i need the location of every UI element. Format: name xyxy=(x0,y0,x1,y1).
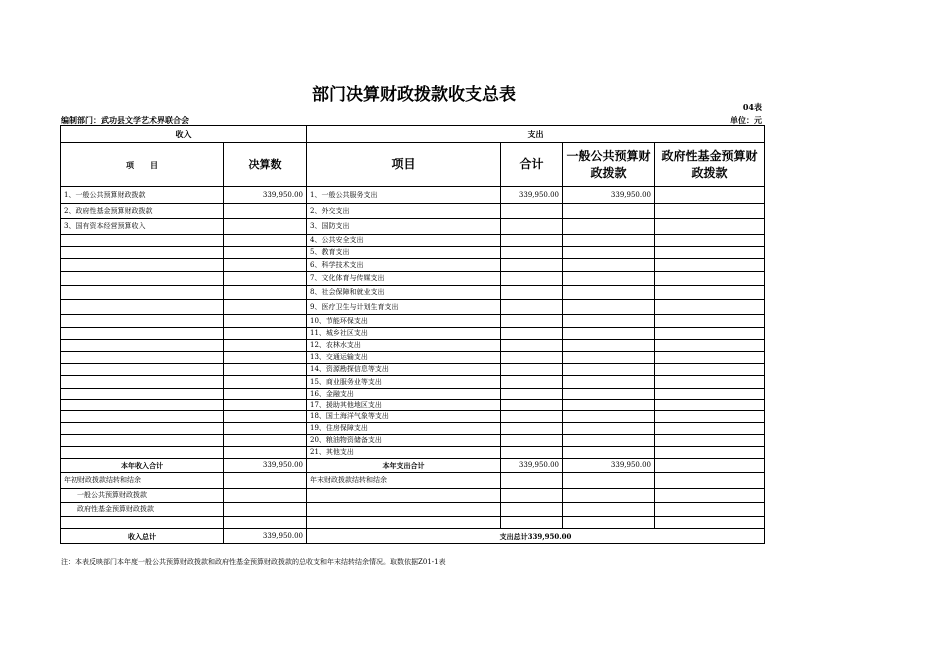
expense-item-cell: 21、其他支出 xyxy=(307,447,501,459)
table-row xyxy=(61,204,765,219)
table-row xyxy=(61,235,765,247)
expense-total-cell xyxy=(501,352,563,364)
end-balance-label: 年末财政拨款结转和结余 xyxy=(307,473,501,489)
gov-fund-cell xyxy=(655,389,765,400)
expense-item-cell: 14、资源勘探信息等支出 xyxy=(307,364,501,376)
general-budget-header: 一般公共预算财政拨款 xyxy=(563,143,655,187)
gov-fund-cell xyxy=(655,272,765,286)
table-row xyxy=(61,529,765,544)
expense-total-cell xyxy=(501,328,563,340)
expense-total-cell xyxy=(501,272,563,286)
expense-header: 支出 xyxy=(307,126,765,143)
income-item-cell xyxy=(61,411,224,423)
income-amount-cell xyxy=(224,352,307,364)
table-row xyxy=(61,315,765,328)
expense-total-cell xyxy=(501,315,563,328)
income-item-cell xyxy=(61,235,224,247)
general-budget-cell xyxy=(563,259,655,272)
total-header: 合计 xyxy=(501,143,563,187)
expense-item-cell: 7、文化体育与传媒支出 xyxy=(307,272,501,286)
expense-total-cell xyxy=(501,235,563,247)
gov-fund-cell xyxy=(655,400,765,411)
general-budget-cell xyxy=(563,247,655,259)
income-item-cell xyxy=(61,259,224,272)
expense-item-cell: 1、一般公共服务支出 xyxy=(307,187,501,204)
table-row xyxy=(61,423,765,435)
begin-general-label: 一般公共预算财政拨款 xyxy=(61,489,224,503)
general-budget-cell xyxy=(563,204,655,219)
table-row xyxy=(61,247,765,259)
expense-item-cell: 16、金融支出 xyxy=(307,389,501,400)
general-budget-cell xyxy=(563,300,655,315)
year-expense-general-value: 339,950.00 xyxy=(563,459,655,473)
expense-total-cell xyxy=(501,389,563,400)
income-amount-cell xyxy=(224,389,307,400)
expense-item-cell: 13、交通运输支出 xyxy=(307,352,501,364)
general-budget-cell xyxy=(563,340,655,352)
expense-total-cell xyxy=(501,204,563,219)
general-budget-cell xyxy=(563,423,655,435)
table-row xyxy=(61,187,765,204)
expense-item-cell: 19、住房保障支出 xyxy=(307,423,501,435)
year-expense-total-value: 339,950.00 xyxy=(501,459,563,473)
blank-cell xyxy=(563,517,655,529)
table-code: 04表 xyxy=(742,102,762,112)
income-amount-cell xyxy=(224,315,307,328)
expense-item-cell: 10、节能环保支出 xyxy=(307,315,501,328)
year-income-total-value: 339,950.00 xyxy=(224,459,307,473)
table-row xyxy=(61,272,765,286)
income-item-cell xyxy=(61,352,224,364)
blank-cell xyxy=(563,489,655,503)
gov-fund-header: 政府性基金预算财政拨款 xyxy=(655,143,765,187)
income-item-cell xyxy=(61,272,224,286)
income-amount-cell xyxy=(224,219,307,235)
begin-general-value xyxy=(224,489,307,503)
blank-cell xyxy=(501,503,563,517)
table-row xyxy=(61,376,765,389)
income-item-cell xyxy=(61,300,224,315)
blank-cell xyxy=(61,517,224,529)
gov-fund-cell xyxy=(655,411,765,423)
income-item-cell xyxy=(61,328,224,340)
table-row xyxy=(61,447,765,459)
income-amount-cell xyxy=(224,235,307,247)
income-amount-cell xyxy=(224,435,307,447)
table-row xyxy=(61,473,765,489)
footnote: 注：本表反映部门本年度一般公共预算财政拨款和政府性基金预算财政拨款的总收支和年末结转结余情况。取数依据Z01-1表 xyxy=(61,558,446,566)
income-amount-cell xyxy=(224,272,307,286)
income-amount-cell xyxy=(224,411,307,423)
expense-item-cell: 5、教育支出 xyxy=(307,247,501,259)
department-label: 编制部门：武功县文学艺术界联合会 xyxy=(61,115,189,125)
table-row xyxy=(61,352,765,364)
begin-fund-value xyxy=(224,503,307,517)
income-amount-cell xyxy=(224,259,307,272)
income-header: 收入 xyxy=(61,126,307,143)
expense-total-cell xyxy=(501,423,563,435)
expense-item-cell: 20、粮油物资储备支出 xyxy=(307,435,501,447)
final-amount-header: 决算数 xyxy=(224,143,307,187)
expense-item-cell: 9、医疗卫生与计划生育支出 xyxy=(307,300,501,315)
income-item-cell xyxy=(61,315,224,328)
gov-fund-cell xyxy=(655,247,765,259)
expense-total-cell xyxy=(501,219,563,235)
gov-fund-cell xyxy=(655,204,765,219)
gov-fund-cell xyxy=(655,328,765,340)
gov-fund-cell xyxy=(655,435,765,447)
general-budget-cell xyxy=(563,447,655,459)
general-budget-cell xyxy=(563,411,655,423)
income-grand-total-label: 收入总计 xyxy=(61,529,224,544)
blank-cell xyxy=(307,503,501,517)
blank-cell xyxy=(307,517,501,529)
gov-fund-cell xyxy=(655,300,765,315)
general-budget-cell xyxy=(563,219,655,235)
blank-cell xyxy=(224,517,307,529)
gov-fund-cell xyxy=(655,447,765,459)
income-amount-cell xyxy=(224,423,307,435)
table-row xyxy=(61,459,765,473)
income-item-cell xyxy=(61,340,224,352)
expense-total-cell xyxy=(501,286,563,300)
blank-cell xyxy=(563,503,655,517)
expense-total-cell xyxy=(501,340,563,352)
income-amount-cell xyxy=(224,286,307,300)
expense-total-cell: 339,950.00 xyxy=(501,187,563,204)
gov-fund-cell xyxy=(655,376,765,389)
gov-fund-cell xyxy=(655,340,765,352)
general-budget-cell xyxy=(563,364,655,376)
expense-total-cell xyxy=(501,400,563,411)
gov-fund-cell xyxy=(655,219,765,235)
page-title: 部门决算财政拨款收支总表 xyxy=(312,85,516,105)
income-amount-cell xyxy=(224,247,307,259)
table-row xyxy=(61,340,765,352)
expense-total-cell xyxy=(501,376,563,389)
year-expense-total-label: 本年支出合计 xyxy=(307,459,501,473)
table-row xyxy=(61,300,765,315)
gov-fund-cell xyxy=(655,259,765,272)
general-budget-cell xyxy=(563,286,655,300)
blank-cell xyxy=(307,489,501,503)
table-row xyxy=(61,364,765,376)
income-item-header: 项 目 xyxy=(61,143,224,187)
expense-item-cell: 8、社会保障和就业支出 xyxy=(307,286,501,300)
income-item-cell xyxy=(61,286,224,300)
income-amount-cell: 339,950.00 xyxy=(224,187,307,204)
expense-grand-total: 支出总计339,950.00 xyxy=(307,529,765,544)
general-budget-cell xyxy=(563,400,655,411)
table-row xyxy=(61,219,765,235)
income-item-cell xyxy=(61,376,224,389)
income-amount-cell xyxy=(224,340,307,352)
expense-total-cell xyxy=(501,435,563,447)
end-balance-fund xyxy=(655,473,765,489)
income-item-cell xyxy=(61,423,224,435)
general-budget-cell xyxy=(563,389,655,400)
blank-cell xyxy=(501,517,563,529)
income-item-cell xyxy=(61,389,224,400)
begin-fund-label: 政府性基金预算财政拨款 xyxy=(61,503,224,517)
expense-item-cell: 15、商业服务业等支出 xyxy=(307,376,501,389)
year-expense-fund-value xyxy=(655,459,765,473)
unit-label: 单位：元 xyxy=(730,115,762,125)
table-row xyxy=(61,259,765,272)
expense-total-cell xyxy=(501,259,563,272)
end-balance-general xyxy=(563,473,655,489)
gov-fund-cell xyxy=(655,352,765,364)
income-amount-cell xyxy=(224,447,307,459)
income-amount-cell xyxy=(224,300,307,315)
expense-total-cell xyxy=(501,364,563,376)
blank-cell xyxy=(501,489,563,503)
end-balance-total xyxy=(501,473,563,489)
gov-fund-cell xyxy=(655,187,765,204)
expense-total-cell xyxy=(501,247,563,259)
gov-fund-cell xyxy=(655,364,765,376)
blank-cell xyxy=(655,503,765,517)
begin-balance-value xyxy=(224,473,307,489)
gov-fund-cell xyxy=(655,235,765,247)
general-budget-cell: 339,950.00 xyxy=(563,187,655,204)
table-row xyxy=(61,489,765,503)
general-budget-cell xyxy=(563,376,655,389)
blank-cell xyxy=(655,489,765,503)
expense-total-cell xyxy=(501,300,563,315)
income-item-cell xyxy=(61,400,224,411)
income-grand-total-value: 339,950.00 xyxy=(224,529,307,544)
general-budget-cell xyxy=(563,328,655,340)
expense-total-cell xyxy=(501,411,563,423)
begin-balance-label: 年初财政拨款结转和结余 xyxy=(61,473,224,489)
income-item-cell: 3、国有资本经营预算收入 xyxy=(61,219,224,235)
general-budget-cell xyxy=(563,315,655,328)
expense-item-cell: 6、科学技术支出 xyxy=(307,259,501,272)
income-item-cell xyxy=(61,364,224,376)
expense-item-cell: 17、援助其他地区支出 xyxy=(307,400,501,411)
general-budget-cell xyxy=(563,235,655,247)
table-row xyxy=(61,503,765,517)
expense-item-cell: 12、农林水支出 xyxy=(307,340,501,352)
expense-item-cell: 3、国防支出 xyxy=(307,219,501,235)
year-income-total-label: 本年收入合计 xyxy=(61,459,224,473)
income-amount-cell xyxy=(224,364,307,376)
gov-fund-cell xyxy=(655,315,765,328)
expense-item-cell: 2、外交支出 xyxy=(307,204,501,219)
income-item-cell xyxy=(61,247,224,259)
income-amount-cell xyxy=(224,328,307,340)
income-amount-cell xyxy=(224,400,307,411)
income-item-cell: 1、一般公共预算财政拨款 xyxy=(61,187,224,204)
expense-item-header: 项目 xyxy=(307,143,501,187)
general-budget-cell xyxy=(563,352,655,364)
table-row xyxy=(61,400,765,411)
expense-item-cell: 18、国土海洋气象等支出 xyxy=(307,411,501,423)
gov-fund-cell xyxy=(655,423,765,435)
expense-item-cell: 11、城乡社区支出 xyxy=(307,328,501,340)
expense-item-cell: 4、公共安全支出 xyxy=(307,235,501,247)
table-row xyxy=(61,517,765,529)
income-item-cell xyxy=(61,447,224,459)
budget-summary-table xyxy=(60,125,765,544)
blank-cell xyxy=(655,517,765,529)
general-budget-cell xyxy=(563,272,655,286)
table-row xyxy=(61,286,765,300)
gov-fund-cell xyxy=(655,286,765,300)
expense-total-cell xyxy=(501,447,563,459)
table-row xyxy=(61,435,765,447)
table-row xyxy=(61,389,765,400)
table-row xyxy=(61,411,765,423)
table-row xyxy=(61,328,765,340)
income-item-cell xyxy=(61,435,224,447)
income-item-cell: 2、政府性基金预算财政拨款 xyxy=(61,204,224,219)
general-budget-cell xyxy=(563,435,655,447)
income-amount-cell xyxy=(224,376,307,389)
income-amount-cell xyxy=(224,204,307,219)
